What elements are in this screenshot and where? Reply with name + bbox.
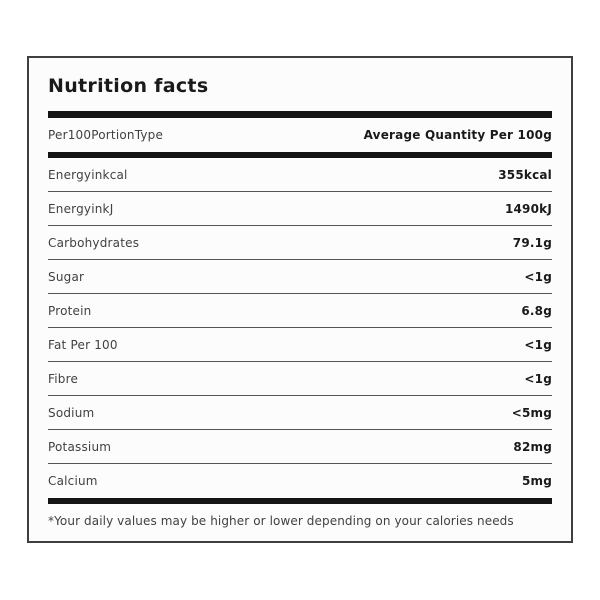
nutrient-value: <5mg [511,405,552,420]
nutrient-value: <1g [524,269,552,284]
nutrient-value: 5mg [521,474,552,488]
nutrient-label: Sugar [48,269,85,284]
nutrient-value: <1g [524,371,552,386]
column-header-portion-type: Per100PortionType [48,128,164,142]
nutrient-label: Carbohydrates [48,235,140,250]
nutrient-label: EnergyinkJ [48,201,114,216]
nutrient-row [48,396,552,430]
nutrient-value: 82mg [513,439,552,454]
nutrient-row [48,192,552,226]
nutrient-value: 6.8g [521,303,552,318]
nutrient-label: Protein [48,303,92,318]
column-header-row [48,118,552,152]
top-divider-bar [48,111,552,118]
nutrient-label: Fibre [48,371,79,386]
nutrient-label: Energyinkcal [48,167,128,182]
nutrient-row [48,328,552,362]
nutrient-row [48,430,552,464]
nutrient-row [48,464,552,498]
nutrient-label: Fat Per 100 [48,337,118,352]
nutrient-row [48,158,552,192]
nutrient-row [48,362,552,396]
daily-values-footnote: *Your daily values may be higher or lower depending on your calories needs [48,513,514,528]
column-header-average-quantity: Average Quantity Per 100g [363,128,552,142]
nutrient-rows [48,158,552,498]
nutrient-row [48,294,552,328]
nutrient-value: <1g [524,337,552,352]
card-title: Nutrition facts [48,75,209,97]
nutrient-row [48,226,552,260]
nutrient-value: 79.1g [512,235,552,250]
nutrient-value: 355kcal [498,167,552,182]
nutrient-value: 1490kJ [504,201,552,216]
nutrient-label: Potassium [48,439,112,454]
nutrient-label: Sodium [48,405,95,420]
nutrient-label: Calcium [48,474,98,488]
nutrition-facts-card [27,56,573,543]
nutrient-row [48,260,552,294]
